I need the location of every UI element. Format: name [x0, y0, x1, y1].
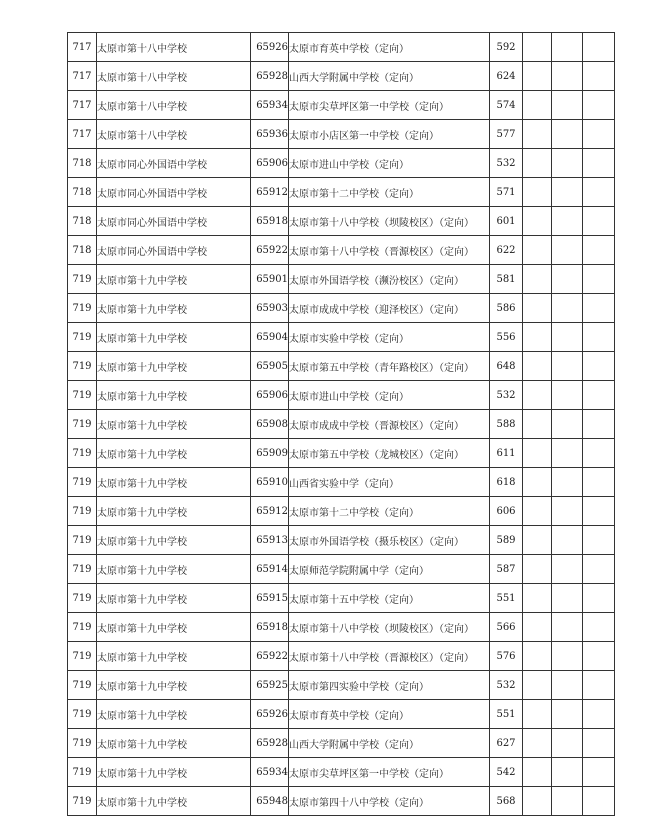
- target-code-cell: 65915: [251, 584, 289, 613]
- table-row: [68, 555, 615, 584]
- empty-cell: [523, 265, 552, 294]
- empty-cell: [583, 33, 615, 62]
- empty-cell: [583, 381, 615, 410]
- empty-cell: [583, 468, 615, 497]
- target-code-cell: 65922: [251, 642, 289, 671]
- empty-cell: [523, 294, 552, 323]
- admission-score-table: [67, 32, 615, 816]
- empty-cell: [552, 236, 583, 265]
- empty-cell: [583, 178, 615, 207]
- school-name-cell: 太原市第十九中学校: [97, 700, 251, 729]
- table-row: [68, 120, 615, 149]
- school-code-cell: 719: [68, 468, 97, 497]
- table-row: [68, 323, 615, 352]
- school-name-cell: 太原市第十九中学校: [97, 497, 251, 526]
- table-row: [68, 410, 615, 439]
- school-name-cell: 太原市第十九中学校: [97, 671, 251, 700]
- empty-cell: [552, 207, 583, 236]
- target-school-cell: 山西大学附属中学校（定向）: [289, 62, 490, 91]
- empty-cell: [552, 729, 583, 758]
- target-school-cell: 太原市成成中学校（晋源校区）（定向）: [289, 410, 490, 439]
- target-code-cell: 65918: [251, 207, 289, 236]
- target-school-cell: 太原市第五中学校（龙城校区）（定向）: [289, 439, 490, 468]
- empty-cell: [552, 352, 583, 381]
- target-school-cell: 太原市第十二中学校（定向）: [289, 178, 490, 207]
- empty-cell: [552, 120, 583, 149]
- empty-cell: [523, 178, 552, 207]
- target-school-cell: 太原市尖草坪区第一中学校（定向）: [289, 91, 490, 120]
- target-school-cell: 太原市第十八中学校（坝陵校区）（定向）: [289, 613, 490, 642]
- empty-cell: [552, 439, 583, 468]
- empty-cell: [552, 265, 583, 294]
- target-school-cell: 太原市进山中学校（定向）: [289, 149, 490, 178]
- empty-cell: [523, 236, 552, 265]
- score-cell: 606: [490, 497, 523, 526]
- empty-cell: [552, 642, 583, 671]
- school-code-cell: 719: [68, 410, 97, 439]
- empty-cell: [523, 207, 552, 236]
- table-row: [68, 236, 615, 265]
- school-code-cell: 718: [68, 149, 97, 178]
- score-cell: 587: [490, 555, 523, 584]
- empty-cell: [552, 526, 583, 555]
- empty-cell: [552, 33, 583, 62]
- empty-cell: [552, 91, 583, 120]
- target-code-cell: 65906: [251, 149, 289, 178]
- school-code-cell: 719: [68, 787, 97, 816]
- school-code-cell: 719: [68, 497, 97, 526]
- table-row: [68, 149, 615, 178]
- table-row: [68, 352, 615, 381]
- empty-cell: [583, 642, 615, 671]
- empty-cell: [583, 497, 615, 526]
- empty-cell: [583, 91, 615, 120]
- school-name-cell: 太原市同心外国语中学校: [97, 178, 251, 207]
- score-cell: 588: [490, 410, 523, 439]
- target-code-cell: 65934: [251, 91, 289, 120]
- school-code-cell: 719: [68, 323, 97, 352]
- empty-cell: [523, 671, 552, 700]
- empty-cell: [552, 323, 583, 352]
- empty-cell: [523, 642, 552, 671]
- empty-cell: [583, 526, 615, 555]
- empty-cell: [583, 439, 615, 468]
- table-row: [68, 294, 615, 323]
- table-row: [68, 526, 615, 555]
- school-name-cell: 太原市第十九中学校: [97, 439, 251, 468]
- empty-cell: [552, 584, 583, 613]
- score-cell: 624: [490, 62, 523, 91]
- table-row: [68, 178, 615, 207]
- empty-cell: [583, 294, 615, 323]
- empty-cell: [583, 265, 615, 294]
- target-school-cell: 太原市尖草坪区第一中学校（定向）: [289, 758, 490, 787]
- target-code-cell: 65908: [251, 410, 289, 439]
- empty-cell: [552, 178, 583, 207]
- score-cell: 532: [490, 381, 523, 410]
- empty-cell: [552, 758, 583, 787]
- score-cell: 574: [490, 91, 523, 120]
- target-code-cell: 65928: [251, 62, 289, 91]
- target-school-cell: 太原市实验中学校（定向）: [289, 323, 490, 352]
- score-cell: 532: [490, 671, 523, 700]
- table-row: [68, 381, 615, 410]
- target-code-cell: 65910: [251, 468, 289, 497]
- table-row: [68, 468, 615, 497]
- target-school-cell: 太原市育英中学校（定向）: [289, 33, 490, 62]
- school-name-cell: 太原市第十九中学校: [97, 410, 251, 439]
- target-school-cell: 山西省实验中学（定向）: [289, 468, 490, 497]
- score-cell: 551: [490, 584, 523, 613]
- target-code-cell: 65928: [251, 729, 289, 758]
- target-code-cell: 65934: [251, 758, 289, 787]
- school-code-cell: 719: [68, 729, 97, 758]
- school-name-cell: 太原市第十八中学校: [97, 120, 251, 149]
- empty-cell: [583, 149, 615, 178]
- target-school-cell: 太原市第十二中学校（定向）: [289, 497, 490, 526]
- empty-cell: [523, 62, 552, 91]
- score-cell: 648: [490, 352, 523, 381]
- score-cell: 618: [490, 468, 523, 497]
- school-name-cell: 太原市第十九中学校: [97, 468, 251, 497]
- school-name-cell: 太原市第十九中学校: [97, 294, 251, 323]
- empty-cell: [583, 410, 615, 439]
- target-school-cell: 太原市育英中学校（定向）: [289, 700, 490, 729]
- school-name-cell: 太原市第十九中学校: [97, 323, 251, 352]
- target-code-cell: 65948: [251, 787, 289, 816]
- empty-cell: [523, 120, 552, 149]
- score-cell: 568: [490, 787, 523, 816]
- score-cell: 581: [490, 265, 523, 294]
- score-cell: 542: [490, 758, 523, 787]
- empty-cell: [523, 497, 552, 526]
- score-cell: 532: [490, 149, 523, 178]
- school-code-cell: 719: [68, 758, 97, 787]
- empty-cell: [552, 671, 583, 700]
- target-code-cell: 65904: [251, 323, 289, 352]
- target-code-cell: 65905: [251, 352, 289, 381]
- school-code-cell: 719: [68, 265, 97, 294]
- empty-cell: [583, 671, 615, 700]
- empty-cell: [583, 758, 615, 787]
- target-code-cell: 65914: [251, 555, 289, 584]
- target-school-cell: 太原市外国语学校（摄乐校区）（定向）: [289, 526, 490, 555]
- empty-cell: [523, 787, 552, 816]
- empty-cell: [583, 323, 615, 352]
- empty-cell: [523, 729, 552, 758]
- school-name-cell: 太原市同心外国语中学校: [97, 207, 251, 236]
- target-code-cell: 65913: [251, 526, 289, 555]
- target-school-cell: 太原市第十八中学校（坝陵校区）（定向）: [289, 207, 490, 236]
- target-school-cell: 太原师范学院附属中学（定向）: [289, 555, 490, 584]
- empty-cell: [523, 758, 552, 787]
- table-row: [68, 729, 615, 758]
- score-cell: 566: [490, 613, 523, 642]
- target-code-cell: 65912: [251, 497, 289, 526]
- table-row: [68, 671, 615, 700]
- score-cell: 551: [490, 700, 523, 729]
- empty-cell: [583, 352, 615, 381]
- table-row: [68, 497, 615, 526]
- school-code-cell: 719: [68, 671, 97, 700]
- score-cell: 611: [490, 439, 523, 468]
- target-code-cell: 65918: [251, 613, 289, 642]
- school-name-cell: 太原市同心外国语中学校: [97, 236, 251, 265]
- empty-cell: [523, 526, 552, 555]
- school-code-cell: 718: [68, 236, 97, 265]
- table-row: [68, 642, 615, 671]
- school-name-cell: 太原市第十九中学校: [97, 584, 251, 613]
- empty-cell: [583, 787, 615, 816]
- target-code-cell: 65925: [251, 671, 289, 700]
- empty-cell: [552, 468, 583, 497]
- empty-cell: [552, 497, 583, 526]
- school-code-cell: 718: [68, 178, 97, 207]
- school-name-cell: 太原市同心外国语中学校: [97, 149, 251, 178]
- school-name-cell: 太原市第十八中学校: [97, 62, 251, 91]
- school-code-cell: 718: [68, 207, 97, 236]
- empty-cell: [523, 613, 552, 642]
- school-name-cell: 太原市第十九中学校: [97, 352, 251, 381]
- school-code-cell: 719: [68, 700, 97, 729]
- table-row: [68, 700, 615, 729]
- table-row: [68, 787, 615, 816]
- empty-cell: [523, 149, 552, 178]
- score-cell: 576: [490, 642, 523, 671]
- target-school-cell: 太原市第十八中学校（晋源校区）（定向）: [289, 236, 490, 265]
- school-code-cell: 717: [68, 91, 97, 120]
- school-code-cell: 719: [68, 439, 97, 468]
- school-code-cell: 719: [68, 555, 97, 584]
- score-cell: 627: [490, 729, 523, 758]
- empty-cell: [552, 62, 583, 91]
- table-row: [68, 758, 615, 787]
- target-school-cell: 太原市成成中学校（迎泽校区）（定向）: [289, 294, 490, 323]
- target-code-cell: 65912: [251, 178, 289, 207]
- empty-cell: [583, 584, 615, 613]
- empty-cell: [552, 787, 583, 816]
- empty-cell: [552, 149, 583, 178]
- empty-cell: [583, 120, 615, 149]
- empty-cell: [583, 207, 615, 236]
- target-school-cell: 太原市第五中学校（青年路校区）（定向）: [289, 352, 490, 381]
- school-name-cell: 太原市第十八中学校: [97, 33, 251, 62]
- table-row: [68, 584, 615, 613]
- empty-cell: [552, 294, 583, 323]
- target-school-cell: 太原市第四十八中学校（定向）: [289, 787, 490, 816]
- empty-cell: [583, 62, 615, 91]
- score-cell: 577: [490, 120, 523, 149]
- empty-cell: [552, 381, 583, 410]
- target-school-cell: 太原市第十五中学校（定向）: [289, 584, 490, 613]
- target-code-cell: 65909: [251, 439, 289, 468]
- empty-cell: [583, 555, 615, 584]
- empty-cell: [523, 91, 552, 120]
- school-code-cell: 719: [68, 381, 97, 410]
- school-name-cell: 太原市第十九中学校: [97, 526, 251, 555]
- table-body: [68, 33, 615, 816]
- school-code-cell: 719: [68, 584, 97, 613]
- table-row: [68, 613, 615, 642]
- table-row: [68, 91, 615, 120]
- school-name-cell: 太原市第十九中学校: [97, 787, 251, 816]
- target-school-cell: 山西大学附属中学校（定向）: [289, 729, 490, 758]
- empty-cell: [552, 410, 583, 439]
- school-name-cell: 太原市第十九中学校: [97, 265, 251, 294]
- target-school-cell: 太原市第四实验中学校（定向）: [289, 671, 490, 700]
- empty-cell: [552, 613, 583, 642]
- empty-cell: [523, 468, 552, 497]
- table-row: [68, 33, 615, 62]
- empty-cell: [523, 584, 552, 613]
- target-school-cell: 太原市小店区第一中学校（定向）: [289, 120, 490, 149]
- score-cell: 592: [490, 33, 523, 62]
- table-row: [68, 439, 615, 468]
- school-code-cell: 719: [68, 642, 97, 671]
- empty-cell: [523, 700, 552, 729]
- school-code-cell: 717: [68, 33, 97, 62]
- empty-cell: [523, 555, 552, 584]
- school-code-cell: 719: [68, 294, 97, 323]
- target-code-cell: 65926: [251, 33, 289, 62]
- score-cell: 556: [490, 323, 523, 352]
- school-name-cell: 太原市第十九中学校: [97, 642, 251, 671]
- school-name-cell: 太原市第十九中学校: [97, 613, 251, 642]
- empty-cell: [583, 700, 615, 729]
- target-code-cell: 65906: [251, 381, 289, 410]
- empty-cell: [523, 323, 552, 352]
- target-code-cell: 65901: [251, 265, 289, 294]
- school-name-cell: 太原市第十九中学校: [97, 758, 251, 787]
- table-row: [68, 207, 615, 236]
- school-name-cell: 太原市第十八中学校: [97, 91, 251, 120]
- school-name-cell: 太原市第十九中学校: [97, 381, 251, 410]
- empty-cell: [523, 439, 552, 468]
- table-row: [68, 265, 615, 294]
- table-row: [68, 62, 615, 91]
- target-school-cell: 太原市进山中学校（定向）: [289, 381, 490, 410]
- score-cell: 601: [490, 207, 523, 236]
- school-name-cell: 太原市第十九中学校: [97, 555, 251, 584]
- empty-cell: [523, 33, 552, 62]
- target-code-cell: 65926: [251, 700, 289, 729]
- target-code-cell: 65903: [251, 294, 289, 323]
- target-school-cell: 太原市外国语学校（濒汾校区）（定向）: [289, 265, 490, 294]
- empty-cell: [583, 613, 615, 642]
- empty-cell: [583, 729, 615, 758]
- empty-cell: [523, 352, 552, 381]
- empty-cell: [583, 236, 615, 265]
- school-name-cell: 太原市第十九中学校: [97, 729, 251, 758]
- empty-cell: [552, 700, 583, 729]
- school-code-cell: 719: [68, 613, 97, 642]
- target-code-cell: 65922: [251, 236, 289, 265]
- empty-cell: [523, 410, 552, 439]
- target-school-cell: 太原市第十八中学校（晋源校区）（定向）: [289, 642, 490, 671]
- empty-cell: [552, 555, 583, 584]
- score-cell: 571: [490, 178, 523, 207]
- score-cell: 622: [490, 236, 523, 265]
- target-code-cell: 65936: [251, 120, 289, 149]
- school-code-cell: 717: [68, 62, 97, 91]
- score-cell: 589: [490, 526, 523, 555]
- school-code-cell: 719: [68, 526, 97, 555]
- school-code-cell: 719: [68, 352, 97, 381]
- school-code-cell: 717: [68, 120, 97, 149]
- empty-cell: [523, 381, 552, 410]
- score-cell: 586: [490, 294, 523, 323]
